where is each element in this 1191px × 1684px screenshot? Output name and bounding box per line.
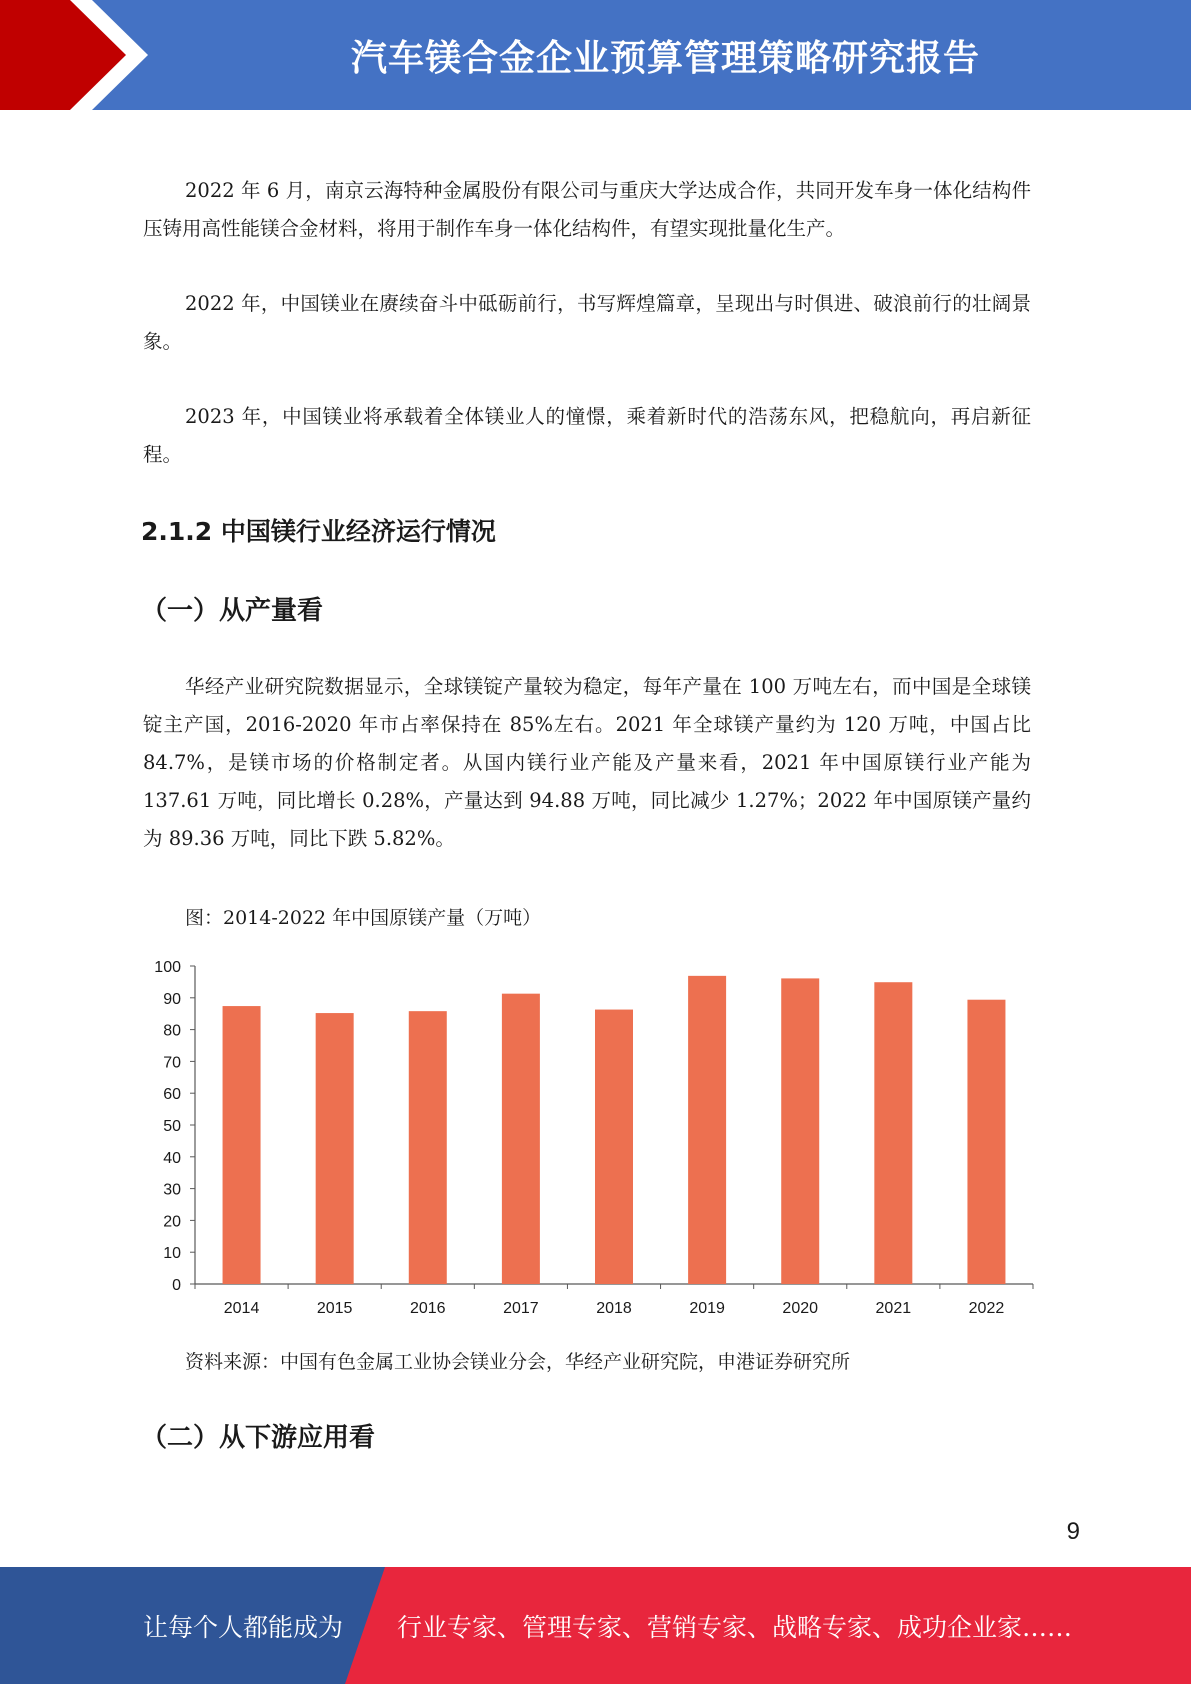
- y-tick-label: 20: [163, 1213, 181, 1231]
- y-tick-label: 0: [172, 1277, 181, 1294]
- bar-2021: [874, 982, 912, 1284]
- footer-slogan-right: 行业专家、管理专家、营销专家、战略专家、成功企业家……: [397, 1612, 1073, 1642]
- header-arrow-decoration: [0, 0, 160, 110]
- y-tick-label: 90: [163, 990, 181, 1008]
- y-tick-label: 60: [163, 1086, 181, 1104]
- x-tick-label: 2016: [409, 1300, 446, 1317]
- bar-2019: [688, 976, 726, 1284]
- page-number: 9: [1066, 1518, 1080, 1545]
- section-heading: 2.1.2 中国镁行业经济运行情况: [141, 517, 496, 546]
- x-tick-label: 2018: [596, 1300, 632, 1317]
- bar-2015: [316, 1013, 354, 1284]
- x-tick-label: 2017: [503, 1300, 539, 1317]
- footer-slogan-left: 让每个人都能成为: [143, 1612, 344, 1642]
- y-tick-label: 70: [163, 1054, 181, 1072]
- y-tick-label: 100: [154, 959, 181, 976]
- bar-2014: [223, 1006, 261, 1284]
- bar-2022: [967, 1000, 1005, 1284]
- x-tick-label: 2021: [875, 1300, 912, 1317]
- x-tick-label: 2015: [316, 1300, 353, 1317]
- subheading-downstream: （二）从下游应用看: [141, 1423, 376, 1453]
- source-note: 资料来源：中国有色金属工业协会镁业分会，华经产业研究院，申港证券研究所: [185, 1351, 851, 1373]
- paragraph-2023: 2023 年，中国镁业将承载着全体镁业人的憧憬，乘着新时代的浩荡东风，把稳航向，再启新征程。: [143, 405, 1031, 466]
- production-bar-chart: [140, 940, 1040, 1320]
- y-tick-label: 10: [163, 1245, 181, 1263]
- x-tick-label: 2019: [689, 1300, 725, 1317]
- subheading-production: （一）从产量看: [141, 596, 324, 626]
- header-band: [0, 0, 1191, 110]
- paragraph-2022: 2022 年，中国镁业在赓续奋斗中砥砺前行，书写辉煌篇章，呈现出与时俱进、破浪前行的壮阔景象。: [143, 292, 1031, 353]
- figure-caption: 图：2014-2022 年中国原镁产量（万吨）: [185, 907, 542, 929]
- y-tick-label: 50: [163, 1118, 181, 1135]
- x-tick-label: 2020: [782, 1300, 819, 1317]
- bar-2017: [502, 994, 540, 1284]
- paragraph-cooperation: 2022 年 6 月，南京云海特种金属股份有限公司与重庆大学达成合作，共同开发车身一体化结构件压铸用高性能镁合金材料，将用于制作车身一体化结构件，有望实现批量化生产。: [143, 179, 1031, 240]
- paragraph-production: 华经产业研究院数据显示，全球镁锭产量较为稳定，每年产量在 100 万吨左右，而中国是全球镁锭主产国，2016-2020 年市占率保持在 85%左右。2021 年全球镁产量约为 120 万吨，中国占比 84.7%，是镁市场的价格制定者。从国内镁行业产能及产量来看，2021 年中国原镁行业产能为 137.61 万吨，同比增长 0.28%，产量达到 94.88 万吨，同比减少 1.27%；2022 年中国原镁产量约为 89.36 万吨，同比下跌 5.82%。: [143, 675, 1031, 850]
- y-tick-label: 80: [163, 1022, 181, 1040]
- footer-band: [0, 1567, 1191, 1684]
- report-title: 汽车镁合金企业预算管理策略研究报告: [350, 37, 980, 79]
- x-tick-label: 2014: [223, 1300, 260, 1317]
- bar-2018: [595, 1010, 633, 1284]
- y-tick-label: 40: [163, 1149, 181, 1167]
- y-tick-label: 30: [163, 1181, 181, 1199]
- x-tick-label: 2022: [968, 1300, 1005, 1317]
- bar-2016: [409, 1011, 447, 1284]
- bar-2020: [781, 978, 819, 1284]
